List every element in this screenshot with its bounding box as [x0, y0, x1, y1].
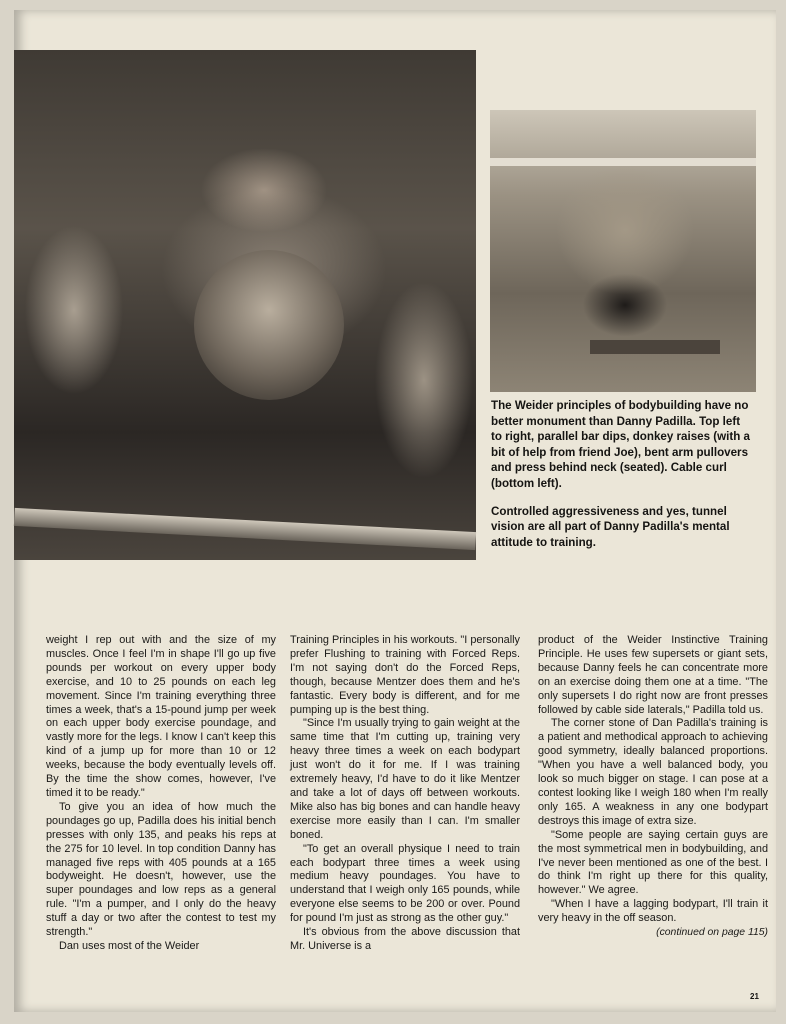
photo-bent-arm-pullover	[14, 50, 476, 560]
column3-paragraph-4: "When I have a lagging bodypart, I'll train it very heavy in the off season.	[538, 898, 768, 925]
caption-paragraph-2: Controlled aggressiveness and yes, tunnel vision are all part of Danny Padilla's mental attitude to training.	[491, 504, 730, 549]
column1-paragraph-2: To give you an idea of how much the poundages go up, Padilla does his initial bench presses with only 135, and peaks his reps at the 275 for 10 level. In top condition Danny has managed five reps with 405 pounds at a 165 bodyweight. He doesn't, however, use the super poundages and low reps as a general rule. "I'm a pumper, and I only do the heavy stuff a day or two after the contest to test my strength."	[46, 800, 276, 939]
photo-barbell	[490, 158, 756, 166]
column2-paragraph-2: "Since I'm usually trying to gain weight at the same time that I'm cutting up, training very heavy three times a week on each bodypart just won't do it for me. If I was training extremely heavy, I'd have to do it like Mentzer and take a lot of days off between workouts. Mike also has big bones and can handle heavy exercise more easily than I can. I'm smaller boned.	[290, 717, 520, 841]
text-column-2	[290, 634, 520, 954]
column2-paragraph-3: "To get an overall physique I need to train each bodypart three times a week using medium heavy poundages. You have to understand that I weigh only 165 pounds, while everyone else seems to be 200 or over. Pound for pound I'm just as strong as the other guy."	[290, 842, 520, 925]
photo-press-behind-neck	[490, 110, 756, 392]
column2-paragraph-1: Training Principles in his workouts. "I personally prefer Flushing to training with Forced Reps. I'm not saying don't do the Forced Reps, though, because Mentzer does them and he's fantastic. Every body is different, and for me pumping up is the best thing.	[290, 634, 520, 716]
magazine-page	[14, 10, 776, 1012]
column3-paragraph-3: "Some people are saying certain guys are the most symmetrical men in bodybuilding, and I've never been mentioned as one of the best. I do think I'm right up there for this quality, however." We agree.	[538, 828, 768, 897]
photo-bench-bar	[14, 508, 476, 550]
page-number: 21	[750, 992, 759, 1001]
photo-bench	[590, 340, 720, 354]
text-column-3	[538, 634, 768, 940]
column3-paragraph-2: The corner stone of Dan Padilla's training is a patient and methodical approach to achieving good symmetry, ideally balanced proportions. "When you have a well balanced body, you look so much bigger on stage. I can pose at a contest looking like I weigh 180 when I'm really only 165. A weakness in any one bodypart destroys this image of extra size.	[538, 717, 768, 827]
text-column-1	[46, 634, 276, 954]
photo-subject-head	[194, 250, 344, 400]
column2-paragraph-4: It's obvious from the above discussion that Mr. Universe is a	[290, 926, 520, 952]
caption-paragraph-1: The Weider principles of bodybuilding have no better monument than Danny Padilla. Top left to right, parallel bar dips, donkey raises (with a bit of help from friend Joe), bent arm pullovers and press behind neck (seated). Cable curl (bottom left).	[491, 399, 750, 490]
column1-paragraph-1: weight I rep out with and the size of my muscles. Once I feel I'm in shape I'll go up five pounds per workout on every upper body exercise, and 10 to 25 pounds on each leg movement. Since I'm training everything three times a week, that's a 15-pound jump per week on each upper body exercise poundage, and vastly more for the legs. I know I can't keep this kind of a jump up for more than 10 or 12 weeks, because the body eventually levels off. By the time the show comes, however, I've timed it to be ready."	[46, 634, 276, 799]
photo-caption	[491, 398, 753, 562]
column1-paragraph-3: Dan uses most of the Weider	[59, 939, 200, 952]
column3-paragraph-1: product of the Weider Instinctive Training Principle. He uses few supersets or giant sets, because Danny feels he can concentrate more on an exercise doing them one at a time. "The only supersets I do right now are front presses followed by cable side laterals," Padilla told us.	[538, 634, 768, 716]
continued-note: (continued on page 115)	[656, 927, 768, 939]
